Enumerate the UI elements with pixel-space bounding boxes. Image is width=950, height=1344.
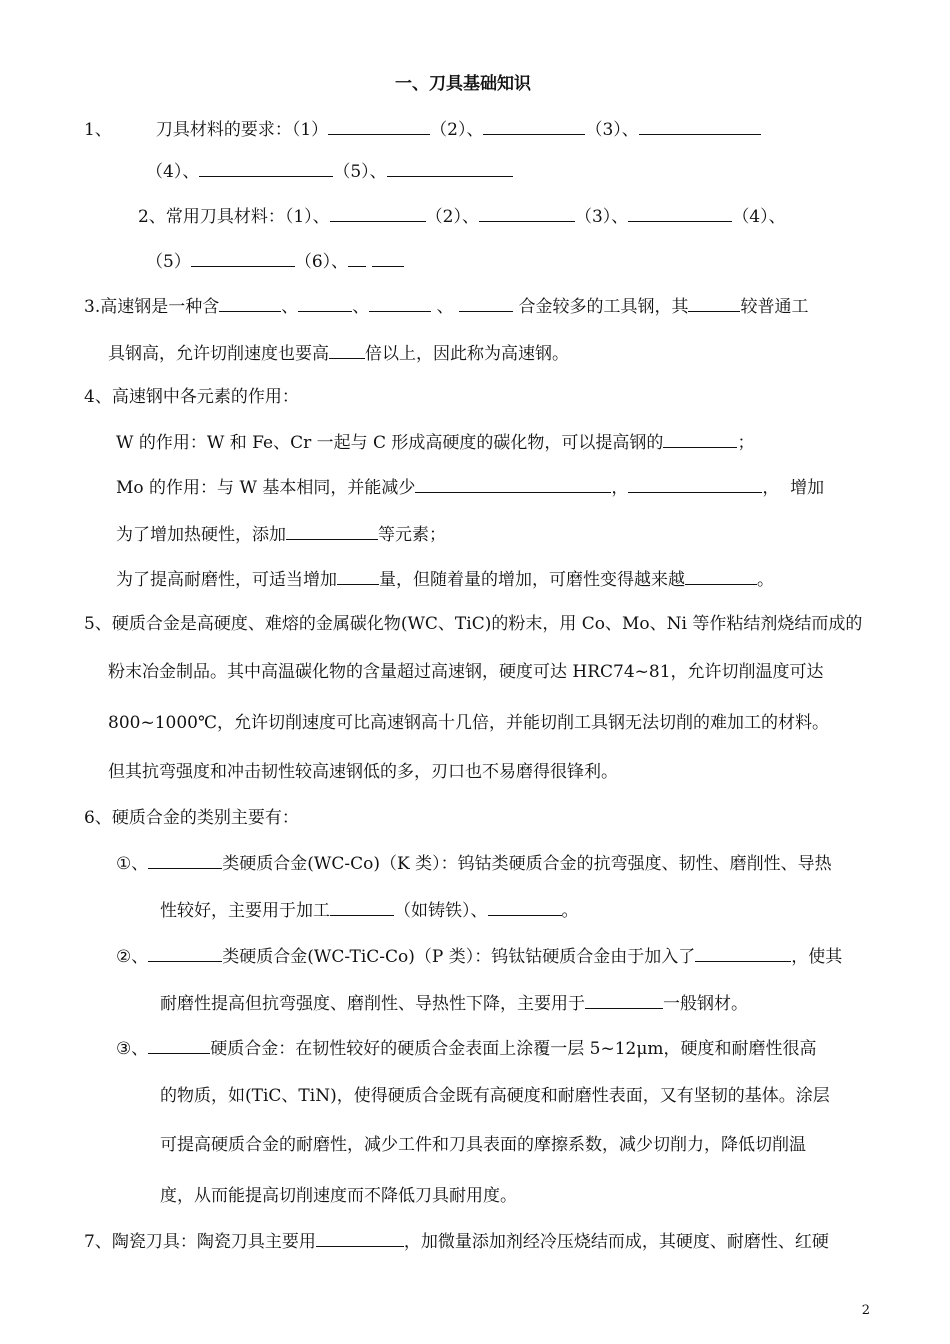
q3-line2: 具钢高，允许切削速度也要高 倍以上，因此称为高速钢。 xyxy=(108,341,569,366)
fill-blank xyxy=(639,117,761,135)
q5-line2: 粉末冶金制品。其中高温碳化物的含量超过高速钢，硬度可达 HRC74~81，允许切削温度可达 xyxy=(108,662,824,682)
q4-w-line: W 的作用：W 和 Fe、Cr 一起与 C 形成高硬度的碳化物，可以提高钢的 ； xyxy=(116,430,754,455)
fill-blank xyxy=(219,294,281,312)
fill-blank xyxy=(328,117,430,135)
fill-blank xyxy=(415,475,611,493)
q6-item1-line2: 性较好，主要用于加工 （如铸铁）、 。 xyxy=(160,898,579,923)
q2-line2: （5） （6）、 xyxy=(146,249,404,274)
fill-blank xyxy=(330,898,394,916)
q1-number: 1、 xyxy=(84,120,112,140)
q4-label: 4、高速钢中各元素的作用： xyxy=(84,387,299,407)
fill-blank xyxy=(199,159,333,177)
q6-item1-line1: ①、 类硬质合金(WC-Co)（K 类）：钨钴类硬质合金的抗弯强度、韧性、磨削性、导热 xyxy=(116,851,832,876)
fill-blank xyxy=(663,430,737,448)
fill-blank xyxy=(337,567,379,585)
q4-heat-line: 为了增加热硬性，添加 等元素； xyxy=(116,522,446,547)
fill-blank xyxy=(488,898,562,916)
q1-line1: 1、 刀具材料的要求：（1） （2）、 （3）、 xyxy=(84,117,761,142)
fill-blank xyxy=(459,294,513,312)
fill-blank xyxy=(628,204,732,222)
fill-blank xyxy=(695,944,791,962)
q6-item3-line4: 度，从而能提高切削速度而不降低刀具耐用度。 xyxy=(160,1186,517,1206)
fill-blank xyxy=(585,991,663,1009)
fill-blank xyxy=(688,294,740,312)
fill-blank xyxy=(329,341,365,359)
q6-item3-line1: ③、 硬质合金：在韧性较好的硬质合金表面上涂覆一层 5~12μm，硬度和耐磨性很高 xyxy=(116,1036,817,1061)
q4-mo-line: Mo 的作用：与 W 基本相同，并能减少 ， ， 增加 xyxy=(116,475,824,500)
fill-blank xyxy=(298,294,352,312)
page-title: 一、刀具基础知识 xyxy=(395,74,531,94)
fill-blank xyxy=(387,159,513,177)
q6-item2-line2: 耐磨性提高但抗弯强度、磨削性、导热性下降，主要用于 一般钢材。 xyxy=(160,991,748,1016)
fill-blank xyxy=(685,567,757,585)
fill-blank xyxy=(191,249,295,267)
q7-line1: 7、陶瓷刀具：陶瓷刀具主要用 ，加微量添加剂经冷压烧结而成，其硬度、耐磨性、红硬 xyxy=(84,1229,829,1254)
q6-item2-line1: ②、 类硬质合金(WC-TiC-Co)（P 类）：钨钛钴硬质合金由于加入了 ，使其 xyxy=(116,944,842,969)
q5-line4: 但其抗弯强度和冲击韧性较高速钢低的多，刃口也不易磨得很锋利。 xyxy=(108,762,618,782)
fill-blank xyxy=(479,204,575,222)
q3-line1: 3.高速钢是一种含 、 、 、 合金较多的工具钢，其 较普通工 xyxy=(84,294,808,319)
fill-blank xyxy=(148,1036,210,1054)
fill-blank xyxy=(330,204,426,222)
q1-line2: （4）、 （5）、 xyxy=(146,159,513,184)
fill-blank xyxy=(628,475,762,493)
fill-blank xyxy=(348,249,366,267)
q6-item3-line3: 可提高硬质合金的耐磨性，减少工件和刀具表面的摩擦系数，减少切削力，降低切削温 xyxy=(160,1135,806,1155)
q5-line3: 800~1000℃，允许切削速度可比高速钢高十几倍，并能切削工具钢无法切削的难加工的材料。 xyxy=(108,713,829,733)
q6-item3-line2: 的物质，如(TiC、TiN)，使得硬质合金既有高硬度和耐磨性表面，又有坚韧的基体。涂层 xyxy=(160,1086,830,1106)
fill-blank xyxy=(286,522,378,540)
q4-wear-line: 为了提高耐磨性，可适当增加 量，但随着量的增加，可磨性变得越来越 。 xyxy=(116,567,774,592)
fill-blank xyxy=(483,117,585,135)
fill-blank xyxy=(316,1229,404,1247)
fill-blank xyxy=(148,944,222,962)
fill-blank xyxy=(148,851,222,869)
fill-blank xyxy=(369,294,431,312)
q6-label: 6、硬质合金的类别主要有： xyxy=(84,808,299,828)
q5-line1: 5、硬质合金是高硬度、难熔的金属碳化物(WC、TiC)的粉末，用 Co、Mo、Ni 等作粘结剂烧结而成的 xyxy=(84,614,863,634)
fill-blank xyxy=(372,249,404,267)
page-number: 2 xyxy=(861,1303,870,1318)
q2-line1: 2、常用刀具材料：（1）、 （2）、 （3）、 （4）、 xyxy=(138,204,786,229)
